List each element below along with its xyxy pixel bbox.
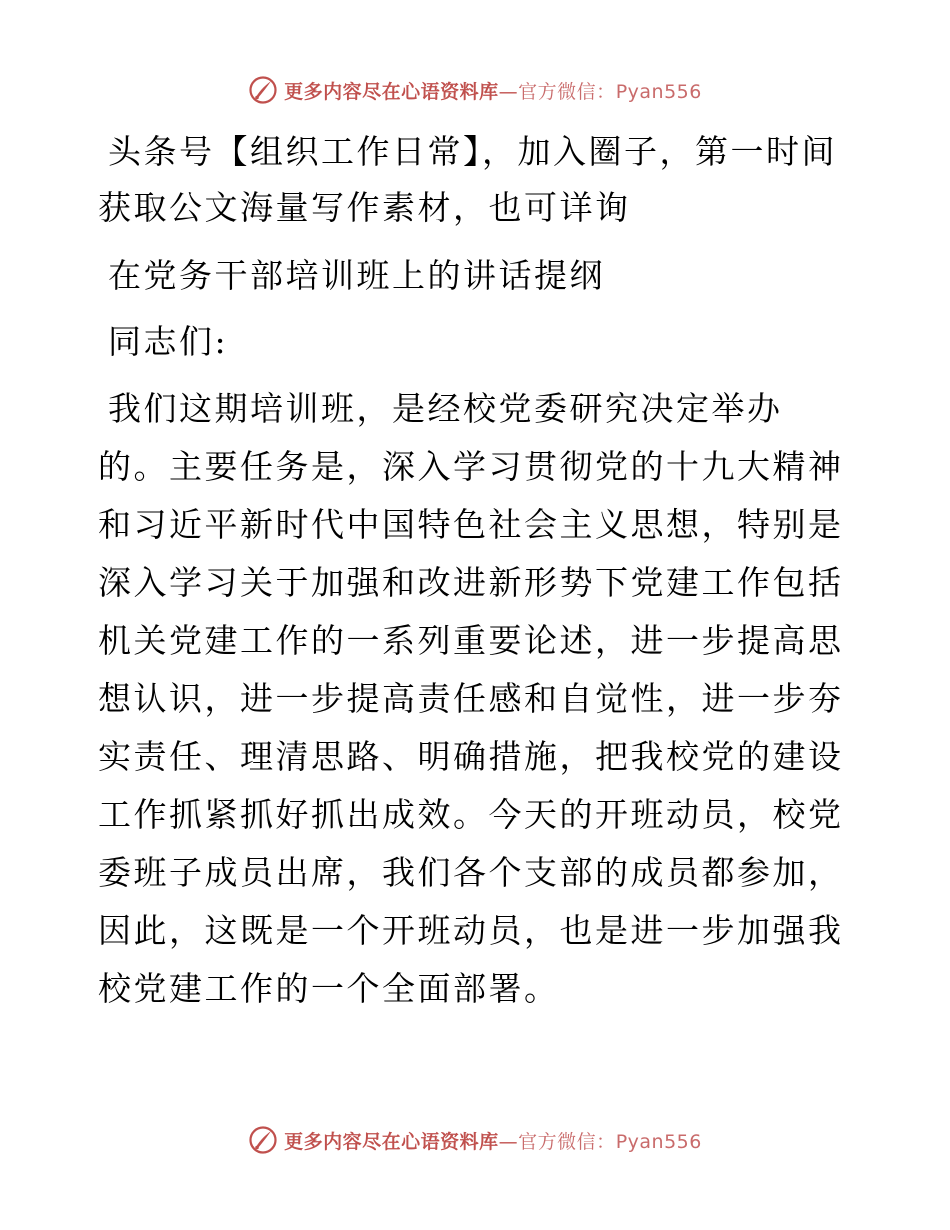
- greeting: 同志们:: [108, 322, 229, 361]
- watermark-main: 更多内容尽在心语资料库: [284, 1130, 499, 1153]
- watermark-wechat-label: 官方微信：: [518, 1130, 616, 1153]
- watermark-text: [284, 1127, 702, 1154]
- watermark-wechat-label: 官方微信：: [518, 80, 616, 103]
- document-body: [98, 124, 850, 1018]
- brush-pen-circle-icon: [248, 1125, 278, 1155]
- document-title: 在党务干部培训班上的讲话提纲: [108, 256, 605, 295]
- watermark-wechat-id: Pyan556: [615, 1130, 702, 1153]
- watermark-text: [284, 77, 702, 104]
- watermark-dash: —: [498, 80, 519, 103]
- watermark-banner-bottom: [0, 1122, 950, 1158]
- watermark-dash: —: [498, 1130, 519, 1153]
- body-paragraph: 我们这期培训班，是经校党委研究决定举办的。主要任务是，深入学习贯彻党的十九大精神和习近平新时代中国特色社会主义思想，特别是深入学习关于加强和改进新形势下党建工作包括机关党建工作的一系列重要论述，进一步提高思想认识，进一步提高责任感和自觉性，进一步夯实责任、理清思路、明确措施，把我校党的建设工作抓紧抓好抓出成效。今天的开班动员，校党委班子成员出席，我们各个支部的成员都参加，因此，这既是一个开班动员，也是进一步加强我校党建工作的一个全面部署。: [98, 389, 844, 1008]
- watermark-banner-top: [0, 72, 950, 108]
- header-line: 头条号【组织工作日常】，加入圈子，第一时间获取公文海量写作素材，也可详询: [98, 132, 837, 227]
- brush-pen-circle-icon: [248, 75, 278, 105]
- watermark-main: 更多内容尽在心语资料库: [284, 80, 499, 103]
- watermark-wechat-id: Pyan556: [615, 80, 702, 103]
